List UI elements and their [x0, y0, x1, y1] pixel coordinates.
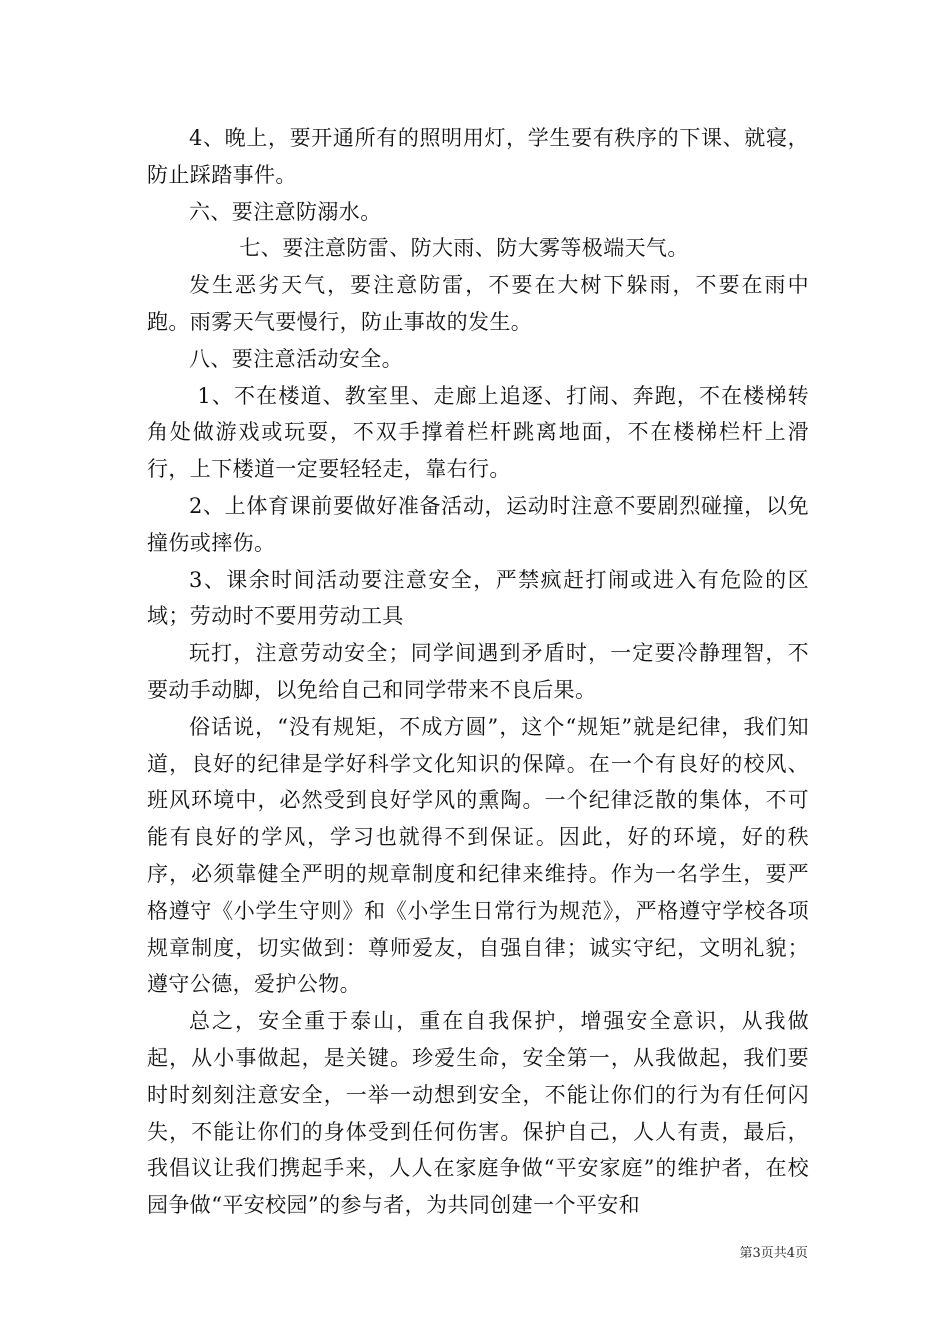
paragraph: 4、晚上，要开通所有的照明用灯，学生要有秩序的下课、就寝，防止踩踏事件。 — [147, 126, 809, 187]
paragraph: 俗话说，“没有规矩，不成方圆”，这个“规矩”就是纪律，我们知道，良好的纪律是学好科学文化知识的保障。在一个有良好的校风、班风环境中，必然受到良好学风的熏陶。一个纪律泛散的集体，不可能有良好的学风，学习也就得不到保证。因此，好的环境，好的秩序，必须靠健全严明的规章制度和纪律来维持。作为一名学生，要严格遵守《小学生守则》和《小学生日常行为规范》，严格遵守学校各项规章制度，切实做到：尊师爱友，自强自律；诚实守纪，文明礼貌；遵守公德，爱护公物。 — [147, 714, 809, 997]
paragraph: 玩打，注意劳动安全；同学间遇到矛盾时，一定要冷静理智，不要动手动脚，以免给自己和同学带来不良后果。 — [147, 641, 809, 702]
paragraph: 3、课余时间活动要注意安全，严禁疯赶打闹或进入有危险的区域；劳动时不要用劳动工具 — [147, 567, 809, 629]
paragraph: 七、要注意防雷、防大雨、防大雾等极端天气。 — [239, 236, 689, 261]
document-body — [147, 120, 809, 1224]
paragraph: 总之，安全重于泰山，重在自我保护，增强安全意识，从我做起，从小事做起，是关键。珍爱生命，安全第一，从我做起，我们要时时刻刻注意安全，一举一动想到安全，不能让你们的行为有任何闪失，不能让你们的身体受到任何伤害。保护自己，人人有责，最后，我倡议让我们携起手来，人人在家庭争做“平安家庭”的维护者，在校园争做“平安校园”的参与者，为共同创建一个平安和 — [147, 1009, 809, 1218]
paragraph: 2、上体育课前要做好准备活动，运动时注意不要剧烈碰撞，以免撞伤或摔伤。 — [147, 493, 809, 555]
paragraph: 1、不在楼道、教室里、走廊上追逐、打闹、奔跑，不在楼梯转角处做游戏或玩耍，不双手撑着栏杆跳离地面，不在楼梯栏杆上滑行，上下楼道一定要轻轻走，靠右行。 — [147, 383, 809, 482]
paragraph: 六、要注意防溺水。 — [189, 199, 382, 224]
page-number: 第3页共4页 — [739, 1246, 808, 1261]
paragraph: 八、要注意活动安全。 — [189, 346, 403, 371]
paragraph: 发生恶劣天气，要注意防雷，不要在大树下躲雨，不要在雨中跑。雨雾天气要慢行，防止事故的发生。 — [147, 273, 809, 334]
